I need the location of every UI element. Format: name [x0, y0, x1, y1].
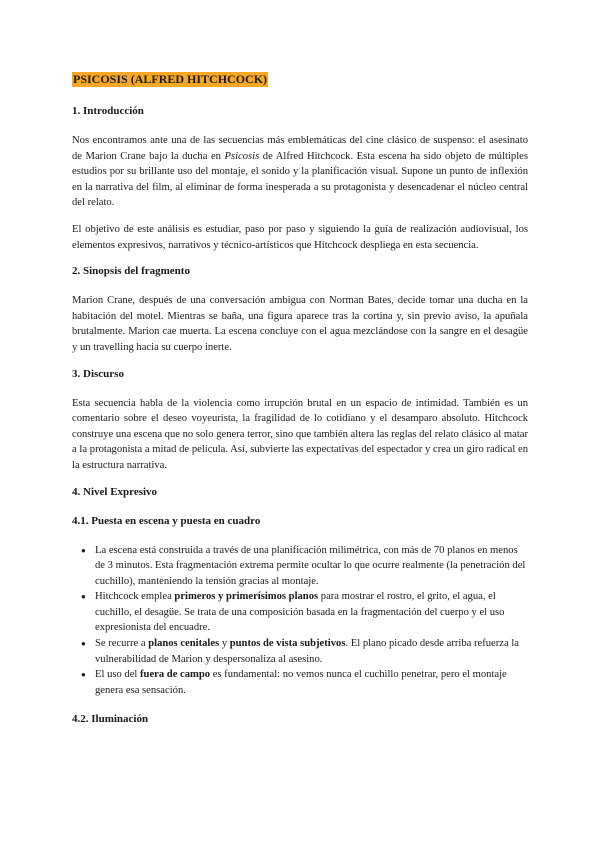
document-title: PSICOSIS (ALFRED HITCHCOCK) [73, 72, 268, 86]
list-text: y [219, 638, 230, 650]
list-item [95, 589, 528, 636]
list-item [95, 636, 528, 667]
film-title: Psicosis [224, 150, 260, 162]
intro-paragraph-2: El objetivo de este análisis es estudiar, paso por paso y siguiendo la guía de realización audiovisual, los elementos expresivos, narrativos y técnico-artísticos que Hitchcock despliega en esta secuencia. [72, 223, 528, 251]
synopsis-paragraph: Marion Crane, después de una conversación ambigua con Norman Bates, decide tomar una ducha en la habitación del motel. Mientras se baña, una figura aparece tras la cortina y, sin previo aviso, la apuñala brutalmente. Marion cae muerta. La escena concluye con el agua mezclándose con la sangre en el desagüe y un travelling hacia su cuerpo inerte. [72, 295, 528, 353]
subsection-heading-lighting: 4.2. Iluminación [72, 713, 149, 726]
list-text: es fundamental: no vemos nunca el cuchillo penetrar, pero el montaje genera esa sensación. [95, 669, 507, 696]
list-text: El uso del [95, 669, 141, 681]
intro-text: Nos encontramos ante una de las secuencias más emblemáticas del cine clásico de suspenso: el asesinato de Marion Crane bajo la ducha en [72, 135, 528, 162]
emphasis-text: planos cenitales [148, 638, 220, 650]
intro-text: de Alfred Hitchcock. Esta escena ha sido objeto de múltiples estudios por su brillante uso del montaje, el sonido y la planificación visual. Supone un punto de inflexión en la narrativa del film, al eliminar de forma inesperada a su protagonista y desencadenar el núcleo central del relato. [72, 150, 528, 209]
list-text: para mostrar el rostro, el grito, el agua, el cuchillo, el desagüe. Se trata de una composición basada en la fragmentación del cuerpo y el uso expresionista del encuadre. [95, 591, 505, 634]
section-heading-discourse: 3. Discurso [72, 367, 124, 380]
list-item [95, 667, 528, 698]
list-text: . El plano picado desde arriba refuerza la vulnerabilidad de Marion y despersonaliza al asesino. [95, 638, 519, 665]
section-heading-introduction: 1. Introducción [72, 105, 144, 117]
intro-paragraph-1 [72, 133, 528, 211]
section-heading-expressive: 4. Nivel Expresivo [72, 485, 158, 498]
section-heading-synopsis: 2. Sinopsis del fragmento [72, 265, 190, 278]
staging-bullet-list [72, 543, 528, 699]
subsection-heading-staging: 4.1. Puesta en escena y puesta en cuadro [72, 514, 261, 527]
list-item: ● La escena está construida a través de una planificación milimétrica, con más de 70 planos en menos de 3 minutos. Esta fragmentación extrema permite ocultar lo que ocurre realmente (la penetración del cuchillo), manteniendo la tensión gracias al montaje. [95, 543, 528, 590]
list-text: Hitchcock emplea [95, 591, 175, 603]
discourse-paragraph: Esta secuencia habla de la violencia como irrupción brutal en un espacio de intimidad. También es un comentario sobre el deseo voyeurista, la fragilidad de lo cotidiano y el desamparo absoluto. Hitchcock construye una escena que no solo genera terror, sino que también altera las reglas del relato clásico al matar a la protagonista a mitad de película. Así, subvierte las expectativas del espectador y crea un giro radical en la estructura narrativa. [72, 397, 528, 471]
emphasis-text: puntos de vista subjetivos [229, 638, 346, 650]
emphasis-text: primeros y primerísimos planos [174, 591, 319, 603]
list-text: Se recurre a [95, 638, 149, 650]
emphasis-text: fuera de campo [140, 669, 211, 681]
